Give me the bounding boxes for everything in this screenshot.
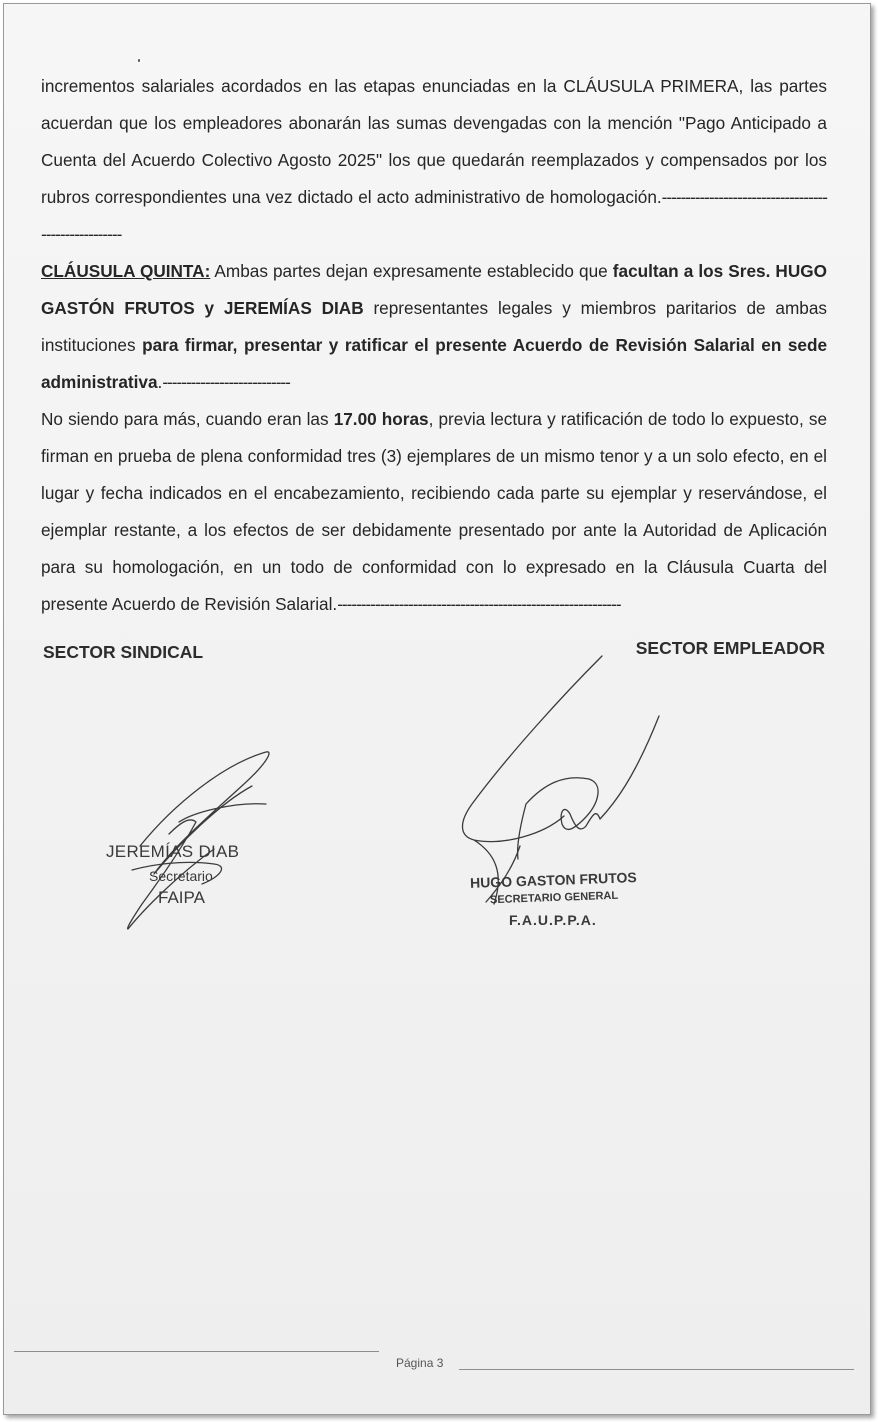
clause-fifth [41,253,827,401]
signature-right-sweep [462,656,602,904]
clause-fifth-heading: CLÁUSULA QUINTA: [41,261,211,281]
paragraph-payment-text: incrementos salariales acordados en las etapas enunciadas en la CLÁUSULA PRIMERA, las partes acuerdan que los empleadores abonarán las sumas devengadas con la mención "Pago Anticipado a Cuenta del Acuerdo Colectivo Agosto 2025" los que quedarán reemplazados y compensados por los rubros correspondientes una vez dictado el acto administrativo de homologación. [41,76,827,207]
signature-right-scribble [518,716,659,859]
clause-fifth-dashes: --------------------------- [162,372,290,392]
sector-empleador-label: SECTOR EMPLEADOR [635,638,825,658]
clause-fifth-text-2: representantes legales y miembros paritarios de ambas instituciones [41,298,827,355]
clause-fifth-bold-1: facultan a los Sres. HUGO GASTÓN FRUTOS y JEREMÍAS DIAB [41,261,827,318]
document-page [3,3,871,1415]
closing-time: 17.00 horas [333,409,429,429]
page-number: Página 3 [396,1356,444,1370]
stamp-right-org: F.A.U.P.P.A. [509,912,597,928]
document-body [41,68,827,623]
clause-fifth-end: . [157,372,163,392]
closing-paragraph [41,401,827,623]
closing-text-2: , previa lectura y ratificación de todo lo expuesto, se firman en prueba de plena conformidad tres (3) ejemplares de un mismo tenor y a un solo efecto, en el lugar y fecha indicados en el encabezamiento, recibiendo cada parte su ejemplar y reservándose, el ejemplar restante, a los efectos de ser debidamente presentado por ante la Autoridad de Aplicación para su homologación, en un todo de conformidad con lo expresado en la Cláusula Cuarta del presente Acuerdo de Revisión Salarial. [41,409,828,614]
stamp-left-org: FAIPA [158,888,205,907]
closing-dashes: ------------------------------------------------------------ [337,594,621,614]
clause-fifth-text-1: Ambas partes dejan expresamente establecido que [210,261,613,281]
stamp-left-name: JEREMÍAS DIAB [106,842,240,861]
footer-line-right [459,1369,854,1370]
clause-fifth-bold-2: para firmar, presentar y ratificar el presente Acuerdo de Revisión Salarial en sede administrativa [41,335,827,392]
sector-sindical-label: SECTOR SINDICAL [43,642,204,662]
stamp-right-name: HUGO GASTON FRUTOS [469,869,637,891]
paragraph-payment [41,68,827,253]
scan-speck [138,59,140,62]
stamp-left-role: Secretario [149,868,213,884]
paragraph-payment-dashes: ---------------------------------------------------- [41,187,827,244]
stamp-right-role: SECRETARIO GENERAL [489,889,619,907]
footer-line-left [14,1351,379,1352]
closing-text-1: No siendo para más, cuando eran las [41,409,334,429]
